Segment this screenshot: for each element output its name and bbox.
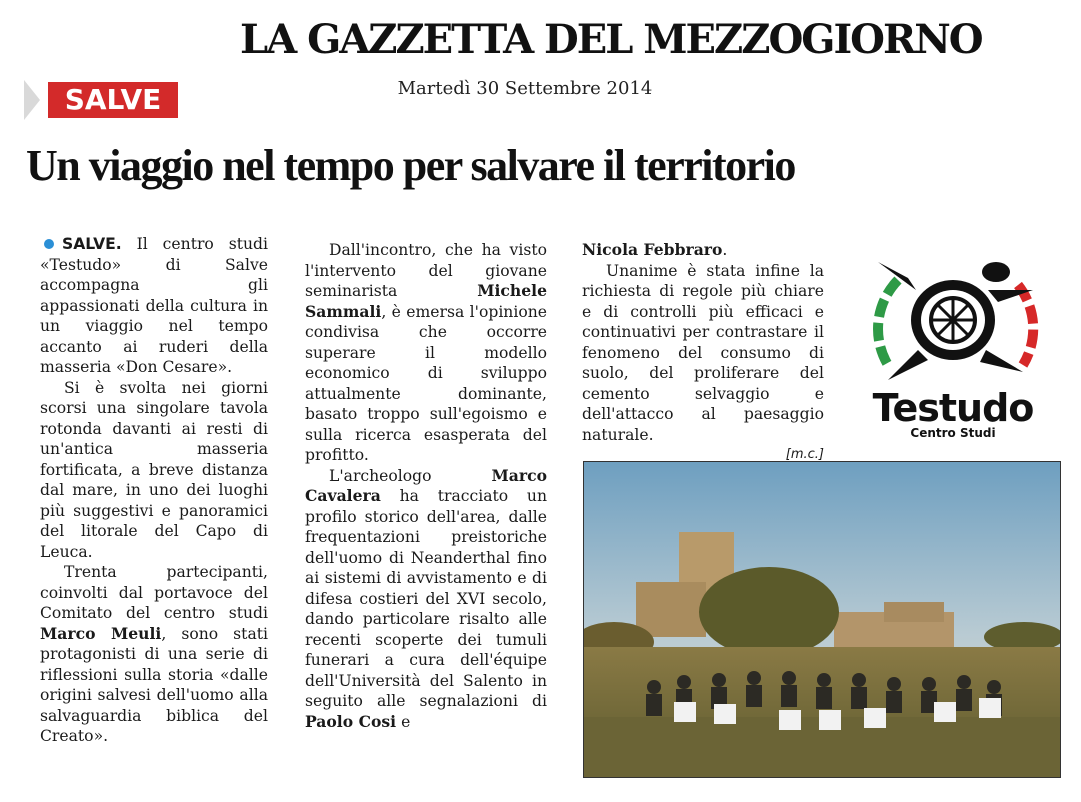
paragraph (305, 240, 547, 466)
person-name: Marco Meuli (40, 623, 162, 643)
paragraph (40, 562, 268, 747)
ruins-gathering-photo (583, 461, 1061, 778)
headline: Un viaggio nel tempo per salvare il territorio (26, 141, 795, 190)
bullet-dot-icon (44, 239, 54, 249)
paragraph (582, 240, 824, 261)
person-name: Marco Cavalera (305, 465, 547, 505)
logo-subtitle: Centro Studi (910, 426, 996, 440)
article-column-3 (582, 240, 824, 466)
photo-illustration (584, 462, 1060, 777)
section-label: SALVE (48, 82, 178, 118)
paragraph: Si è svolta nei giorni scorsi una singolare tavola rotonda davanti ai resti di un'antica masseria fortificata, a breve distanza dal mare, in uno dei luoghi più suggestivi e panoramici del litorale del Capo di Leuca. (40, 378, 268, 561)
paragraph-text: , è emersa l'opinione condivisa che occorre superare il modello economico di sviluppo attualmente dominante, basato troppo sull'egoismo e sulla ricerca esasperata del profitto. (305, 302, 547, 464)
paragraph-text: , sono stati protagonisti di una serie di riflessioni sulla storia «dalle origini salvesi dell'uomo alla salvaguardia biblica del Creato». (40, 624, 268, 745)
dateline: SALVE. (62, 235, 122, 253)
paragraph: Unanime è stata infine la richiesta di regole più chiare e di controlli più efficaci e continuativi per contrastare il fenomeno del consumo di suolo, del proliferare del cemento selvaggio e dell'attacco al paesaggio naturale. (582, 261, 824, 444)
author-signature: [m.c.] (785, 447, 824, 462)
newspaper-title: LA GAZZETTA DEL MEZZOGIORNO (240, 16, 982, 63)
masthead (240, 10, 982, 68)
paragraph-text: L'archeologo (329, 466, 432, 485)
paragraph-text: e (401, 712, 411, 731)
paragraph-text: . (722, 241, 728, 259)
logo-name: Testudo (872, 386, 1034, 430)
person-name: Nicola Febbraro (582, 240, 723, 259)
paragraph (40, 234, 268, 378)
paragraph-text: Il centro studi «Testudo» di Salve accompagna gli appassionati della cultura in un viaggio nel tempo accanto ai ruderi della masseria «Don Cesare». (40, 235, 268, 376)
paragraph (305, 466, 547, 733)
paragraph-text: ha tracciato un profilo storico dell'area, dalle frequentazioni preistoriche dell'uomo di Neanderthal fino ai sistemi di avvistamento e di difesa costieri del XVI secolo, dando particolare risalto alle recenti scoperte dei tumuli funerari a cura dell'équipe dell'Università del Salento in seguito alle segnalazioni di (305, 487, 547, 710)
article-column-1 (40, 234, 268, 747)
tag-arrow-icon (24, 80, 40, 120)
article-column-2 (305, 240, 547, 732)
turtle-logo-icon (858, 250, 1048, 390)
person-name: Michele Sammali (305, 281, 547, 321)
publication-date: Martedì 30 Settembre 2014 (397, 78, 653, 99)
person-name: Paolo Cosi (305, 711, 397, 731)
paragraph-text: Trenta partecipanti, coinvolti dal portavoce del Comitato del centro studi (40, 563, 268, 622)
paragraph-text: Dall'incontro, che ha visto l'intervento del giovane seminarista (305, 241, 547, 300)
